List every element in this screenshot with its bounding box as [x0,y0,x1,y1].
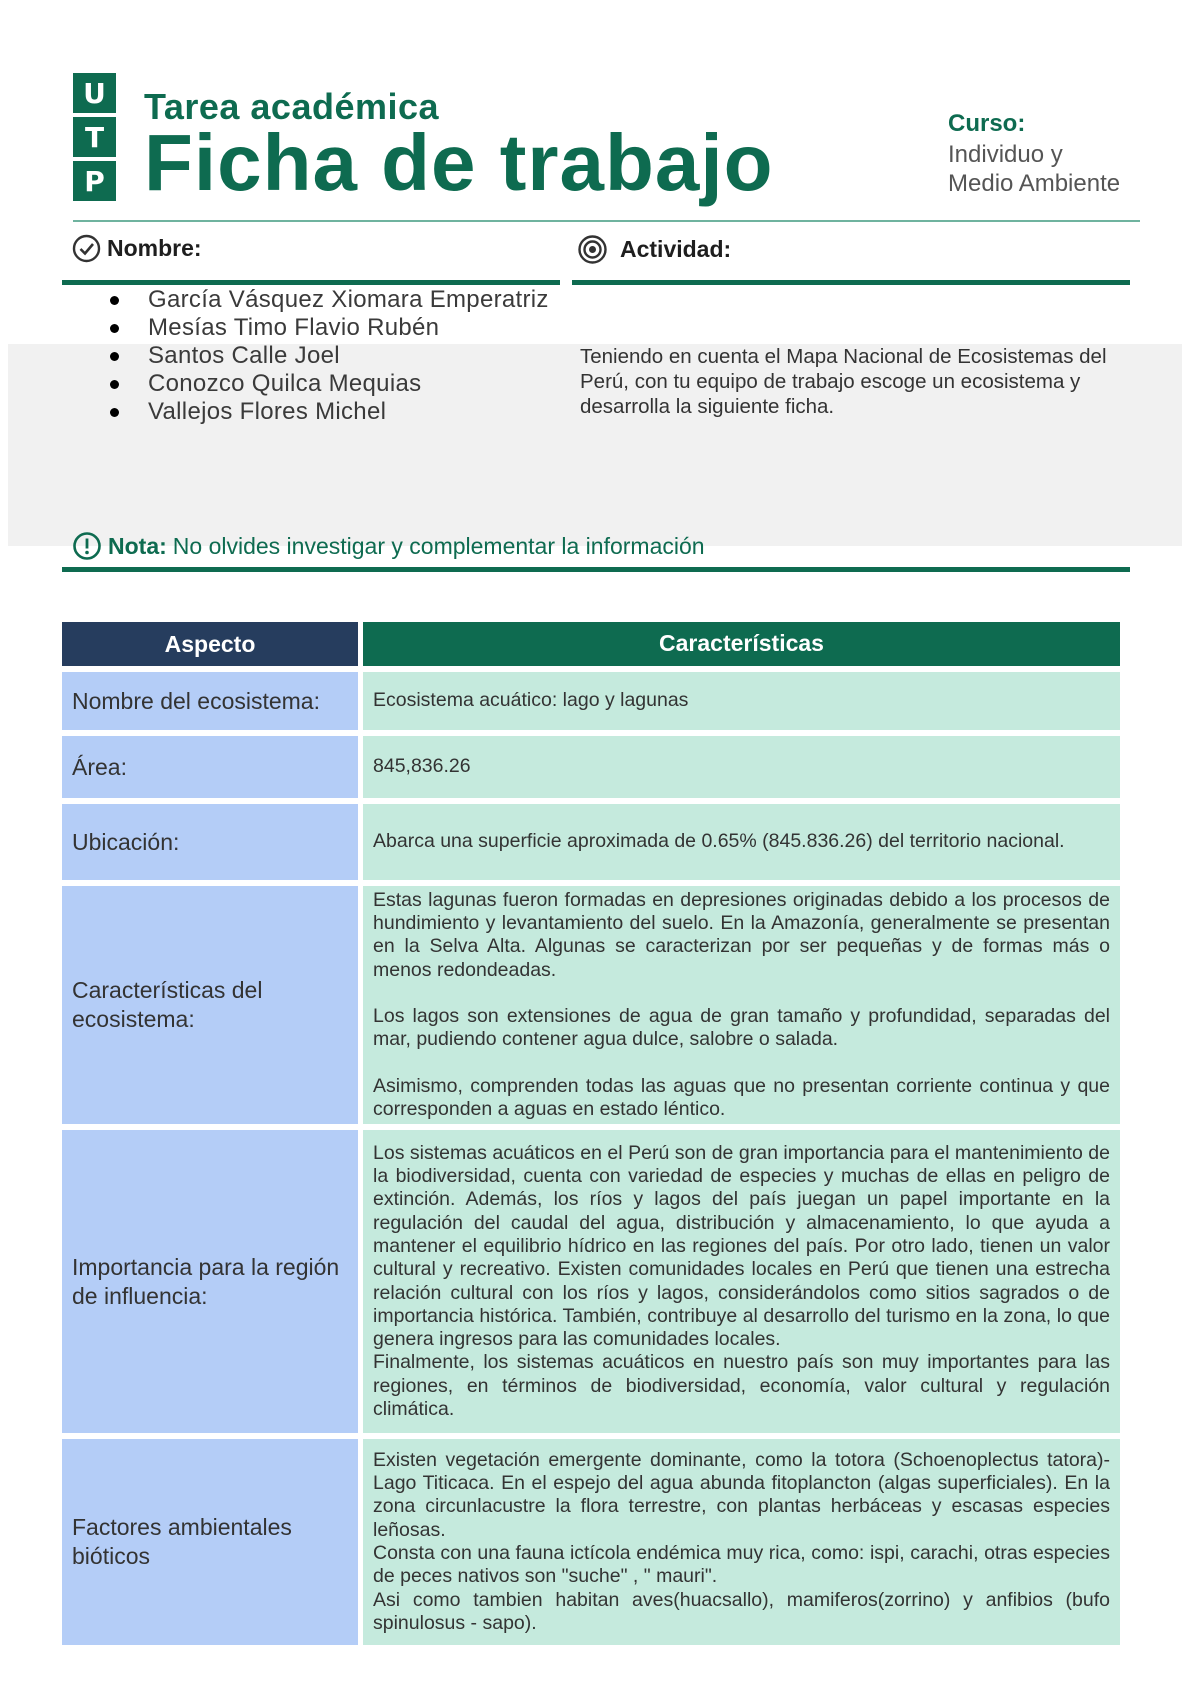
activity-description: Teniendo en cuenta el Mapa Nacional de Ecosistemas del Perú, con tu equipo de trabajo escoge un ecosistema y desarrolla la siguiente ficha. [580,345,1107,418]
member-list [102,286,549,426]
aspect-cell: Nombre del ecosistema: [62,672,358,730]
check-circle-icon [72,234,101,263]
document-subtitle: Tarea académica [144,86,440,127]
aspect-cell: Factores ambientales bióticos [62,1439,358,1645]
logo-letter: U [73,73,116,113]
bullet-icon [110,380,119,389]
bullet-icon [110,352,119,361]
activity-underline [572,280,1130,285]
characteristics-cell [363,672,1120,730]
cell-paragraph: Asimismo, comprenden todas las aguas que no presentan corriente continua y que corresponden a aguas en estado léntico. [373,1074,1110,1120]
cell-paragraph: Abarca una superficie aproximada de 0.65% (845.836.26) del territorio nacional. [373,830,1065,853]
cell-paragraph: Existen vegetación emergente dominante, como la totora (Schoenoplectus tatora)- Lago Titicaca. En el espejo del agua abunda fitoplancton (algas superficiales). En la zona circunlacustre la flora terrestre, con plantas herbáceas y escasas especies leñosas. [373,1448,1110,1541]
bullet-icon [110,408,119,417]
cell-paragraph: 845,836.26 [373,755,471,778]
cell-paragraph: Consta con una fauna ictícola endémica muy rica, como: ispi, carachi, otras especies de peces nativos son "suche" , " mauri". [373,1542,1110,1588]
document-title: Ficha de trabajo [144,118,774,207]
table-row [62,804,1120,880]
header-divider [73,220,1140,222]
table-row [62,1439,1120,1645]
header-characteristics: Características [363,622,1120,666]
table-header-row [62,622,1120,666]
activity-label: Actividad: [620,236,732,262]
cell-paragraph: Asi como tambien habitan aves(huacsallo), mamiferos(zorrino) y anfibios (bufo spinulosus - sapo). [373,1588,1110,1634]
header-aspect: Aspecto [62,622,358,666]
list-item [102,286,549,314]
characteristics-cell [363,736,1120,798]
member-name: Mesías Timo Flavio Rubén [148,314,440,341]
note-underline [62,567,1130,572]
table-row [62,1130,1120,1433]
table-row [62,672,1120,730]
list-item [102,370,549,398]
course-block [948,110,1148,198]
aspect-cell: Ubicación: [62,804,358,880]
list-item [102,398,549,426]
member-name: Santos Calle Joel [148,342,340,369]
aspect-cell: Importancia para la región de influencia: [62,1130,358,1433]
note-text: No olvides investigar y complementar la información [172,532,705,559]
list-item [102,342,549,370]
member-name: Vallejos Flores Michel [148,398,387,425]
exclamation-circle-icon [72,531,102,561]
logo-letter: T [73,117,116,157]
ecosystem-table [62,622,1120,1651]
characteristics-cell [363,804,1120,880]
name-section-heading [72,234,202,263]
aspect-cell: Área: [62,736,358,798]
name-underline [62,280,560,285]
table-row [62,886,1120,1124]
course-value: Individuo y Medio Ambiente [948,141,1121,197]
list-item [102,314,549,342]
bullet-icon [110,324,119,333]
cell-paragraph: Ecosistema acuático: lago y lagunas [373,689,689,712]
cell-paragraph: Finalmente, los sistemas acuáticos en nuestro país son muy importantes para las regiones, en términos de biodiversidad, economía, valor cultural y regulación climática. [373,1351,1110,1420]
member-name: Conozco Quilca Mequias [148,370,422,397]
cell-paragraph: Los sistemas acuáticos en el Perú son de gran importancia para el mantenimiento de la biodiversidad, cuenta con variedad de especies y muchas de ellas en peligro de extinción. Además, los ríos y lagos del país juegan un papel importante en la regulación del caudal del agua, distribución y almacenamiento, lo que ayuda a mantener el equilibrio hídrico en las regiones del país. Por otro lado, tienen un valor cultural y recreativo. Existen comunidades locales en Perú que tienen una estrecha relación cultural con los ríos y lagos, considerándolos como sitios sagrados o de importancia histórica. También, contribuye al desarrollo del turismo en la zona, lo que genera ingresos para las comunidades locales. [373,1141,1110,1351]
characteristics-cell [363,886,1120,1124]
member-name: García Vásquez Xiomara Emperatriz [148,286,549,313]
cell-paragraph: Estas lagunas fueron formadas en depresiones originadas debido a los procesos de hundimiento y levantamiento del suelo. En la Amazonía, generalmente se presentan en la Selva Alta. Algunas se caracterizan por ser pequeñas y de formas más o menos redondeadas. [373,888,1110,981]
name-label: Nombre: [107,235,202,261]
bullet-icon [110,296,119,305]
characteristics-cell [363,1130,1120,1433]
target-icon [577,234,608,265]
utp-logo [73,73,116,201]
note-line [72,531,705,561]
cell-paragraph: Los lagos son extensiones de agua de gran tamaño y profundidad, separadas del mar, pudiendo contener agua dulce, salobre o salada. [373,1005,1110,1051]
aspect-cell: Características del ecosistema: [62,886,358,1124]
course-label: Curso: [948,110,1026,137]
logo-letter: P [73,161,116,201]
activity-section-heading [577,234,731,265]
note-label: Nota: [108,532,167,559]
characteristics-cell [363,1439,1120,1645]
table-row [62,736,1120,798]
